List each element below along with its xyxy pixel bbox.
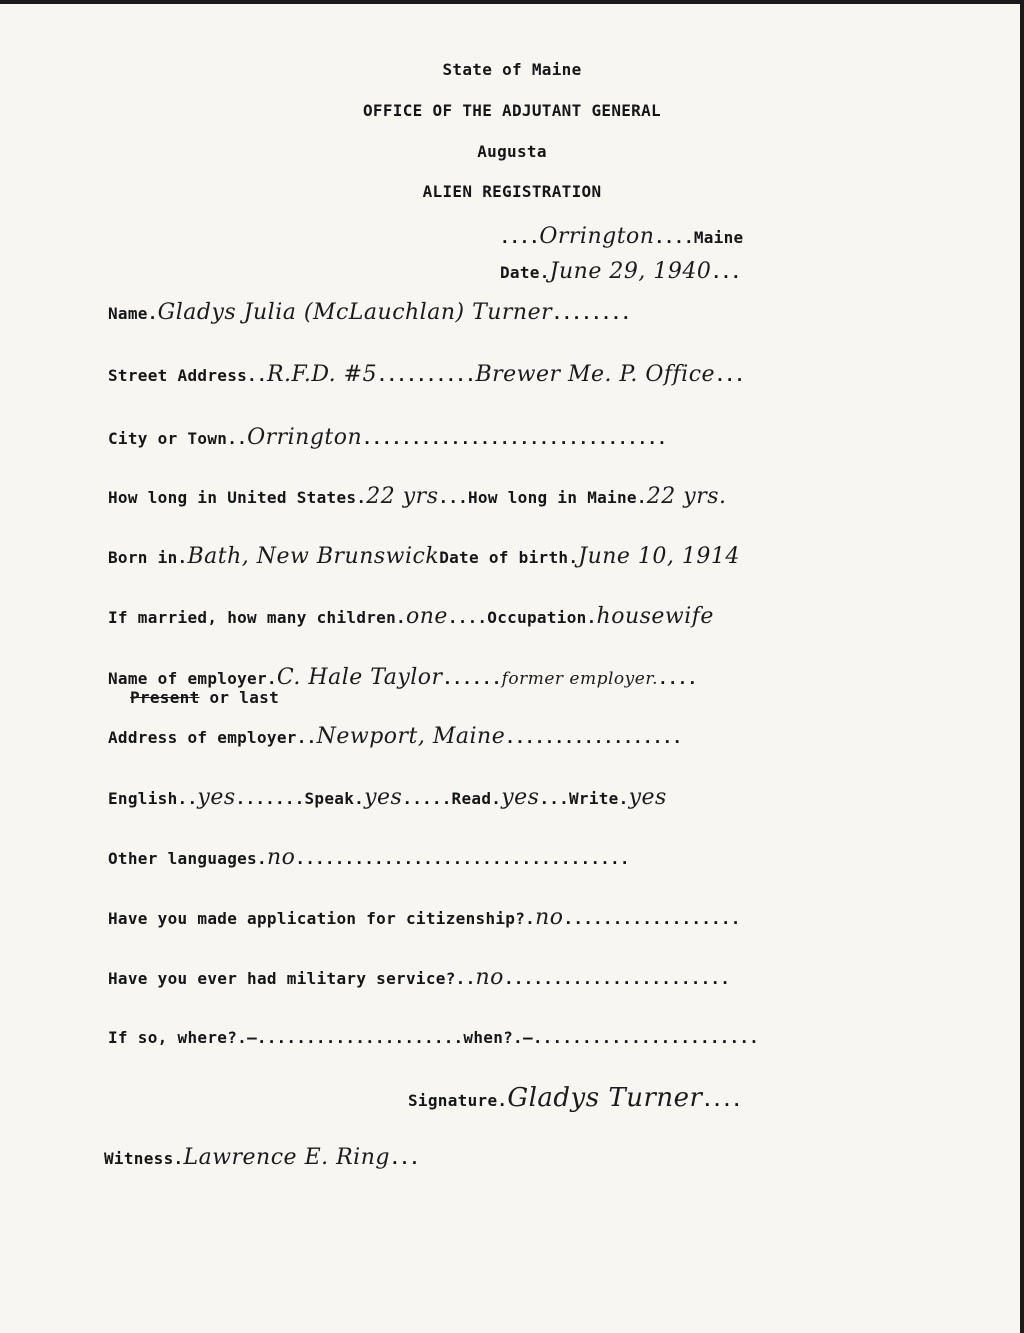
name-line: Name.Gladys Julia (McLauchlan) Turner........ xyxy=(108,300,631,325)
birth-line xyxy=(108,544,740,569)
military-line: Have you ever had military service?..no....................... xyxy=(108,965,731,990)
english-line: English..yes.......Speak.yes.....Read.yes...Write.yes xyxy=(108,785,667,810)
military-value: no xyxy=(475,965,504,990)
present-or-last xyxy=(130,688,279,708)
employer-value: C. Hale Taylor xyxy=(276,665,443,690)
family-line: If married, how many children.one....Occupation.housewife xyxy=(108,604,714,629)
speak-value: yes xyxy=(364,785,403,810)
other-languages-line: Other languages.no.................................. xyxy=(108,845,630,870)
write-value: yes xyxy=(628,785,667,810)
header-office: OFFICE OF THE ADJUTANT GENERAL xyxy=(363,101,661,120)
date-line: Date.June 29, 1940... xyxy=(500,259,741,284)
street-value: R.F.D. #5 xyxy=(266,362,378,387)
or-last-label: or last xyxy=(209,688,279,707)
emp-address-label: Address of employer.. xyxy=(108,728,317,747)
witness-value: Lawrence E. Ring xyxy=(183,1145,390,1170)
occupation-value: housewife xyxy=(596,604,714,629)
where-when-line: If so, where?.—.....................when?.—....................... xyxy=(108,1028,759,1047)
employer-address-line: Address of employer..Newport, Maine.................. xyxy=(108,724,683,749)
speak-label: Speak. xyxy=(304,789,365,808)
town-suffix: Maine xyxy=(693,228,744,247)
read-label: Read. xyxy=(451,789,502,808)
maine-value: 22 yrs. xyxy=(646,484,727,509)
dob-value: June 10, 1914 xyxy=(578,544,740,569)
military-label: Have you ever had military service?.. xyxy=(108,969,476,988)
name-label: Name. xyxy=(108,304,158,323)
us-value: 22 yrs xyxy=(366,484,439,509)
scan-edge-top xyxy=(0,0,1024,4)
citizenship-line: Have you made application for citizenship?.no.................. xyxy=(108,905,741,930)
city-label: City or Town.. xyxy=(108,429,248,448)
english-value: yes xyxy=(197,785,236,810)
date-label: Date. xyxy=(500,263,550,282)
town-line: ....Orrington....Maine xyxy=(500,224,744,249)
children-value: one xyxy=(405,604,448,629)
maine-label: How long in Maine. xyxy=(468,488,647,507)
signature-line: Signature.Gladys Turner.... xyxy=(408,1083,742,1113)
employer-line: Name of employer.C. Hale Taylor......former employer..... xyxy=(108,665,698,690)
name-value: Gladys Julia (McLauchlan) Turner xyxy=(157,300,553,325)
children-label: If married, how many children. xyxy=(108,608,406,627)
street-line: Street Address..R.F.D. #5..........Brewer Me. P. Office... xyxy=(108,362,745,387)
town-value: Orrington xyxy=(539,224,655,249)
born-value: Bath, New Brunswick xyxy=(187,544,440,569)
city-value: Orrington xyxy=(247,425,363,450)
employer-label: Name of employer. xyxy=(108,669,277,688)
present-label: Present xyxy=(130,688,200,707)
emp-address-value: Newport, Maine xyxy=(316,724,506,749)
occupation-label: Occupation. xyxy=(487,608,597,627)
witness-label: Witness. xyxy=(104,1149,184,1168)
signature-label: Signature. xyxy=(408,1091,508,1110)
other-lang-value: no xyxy=(266,845,296,870)
street-value-2: Brewer Me. P. Office xyxy=(475,362,716,387)
street-label: Street Address.. xyxy=(108,366,267,385)
english-label: English.. xyxy=(108,789,198,808)
other-lang-label: Other languages. xyxy=(108,849,267,868)
form-title: ALIEN REGISTRATION xyxy=(422,182,602,201)
us-label: How long in United States. xyxy=(108,488,367,507)
born-label: Born in. xyxy=(108,548,188,567)
header-city: Augusta xyxy=(477,142,547,161)
citizenship-label: Have you made application for citizenship?. xyxy=(108,909,536,928)
signature-value: Gladys Turner xyxy=(507,1083,703,1113)
employer-note: former employer. xyxy=(501,669,658,689)
witness-line: Witness.Lawrence E. Ring... xyxy=(104,1145,420,1170)
header-state: State of Maine xyxy=(442,60,582,79)
date-value: June 29, 1940 xyxy=(549,259,712,284)
dob-label: Date of birth. xyxy=(439,548,579,567)
write-label: Write. xyxy=(568,789,629,808)
citizenship-value: no xyxy=(535,905,564,930)
read-value: yes xyxy=(501,785,540,810)
residence-line: How long in United States.22 yrs...How long in Maine.22 yrs. xyxy=(108,484,727,509)
when-label: when?. xyxy=(463,1028,523,1047)
where-label: If so, where?. xyxy=(108,1028,248,1047)
city-line: City or Town..Orrington............................... xyxy=(108,425,668,450)
